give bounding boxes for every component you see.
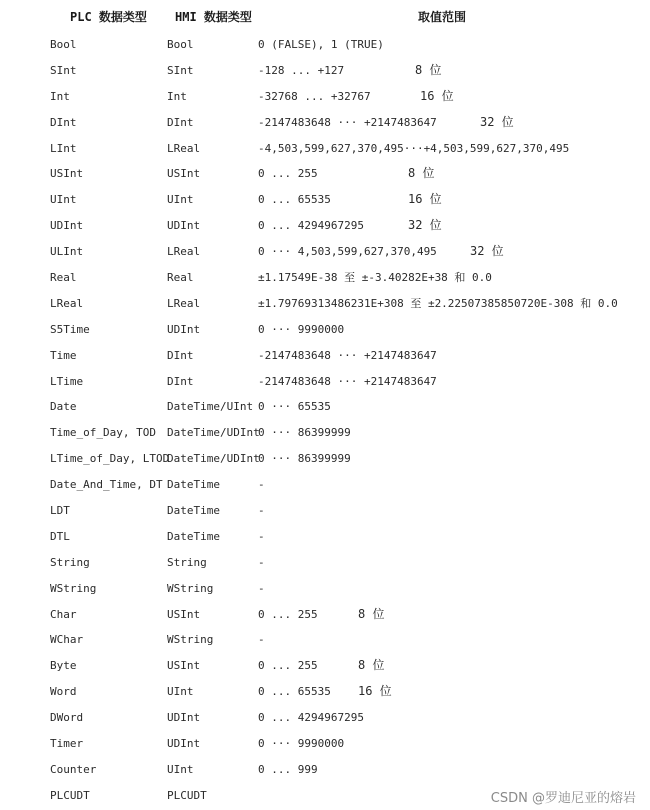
table-row: [0, 627, 650, 653]
hmi-type-cell: DateTime/UInt: [167, 400, 254, 414]
table-row: [0, 472, 650, 498]
plc-type-cell: Int: [50, 89, 70, 103]
table-row: [0, 679, 650, 705]
bit-width-cell: 8 位: [408, 166, 435, 181]
hmi-type-cell: DInt: [167, 374, 194, 388]
data-type-table: [0, 32, 650, 809]
hmi-type-cell: Real: [167, 271, 194, 285]
hmi-type-cell: DInt: [167, 348, 194, 362]
table-row: [0, 265, 650, 291]
plc-type-cell: WChar: [50, 633, 84, 647]
hmi-type-cell: SInt: [167, 63, 194, 77]
hmi-type-cell: UDInt: [167, 737, 201, 751]
hmi-type-cell: WString: [167, 633, 214, 647]
table-row: [0, 602, 650, 628]
table-row: [0, 576, 650, 602]
value-range-cell: -2147483648 ··· +2147483647: [258, 115, 437, 129]
bit-width-cell: 16 位: [408, 192, 442, 207]
hmi-type-cell: LReal: [167, 141, 201, 155]
table-row: [0, 420, 650, 446]
bit-width-cell: 16 位: [420, 88, 454, 103]
hmi-type-cell: UInt: [167, 193, 194, 207]
plc-type-cell: Counter: [50, 762, 97, 776]
table-header: [0, 8, 650, 28]
plc-type-cell: Word: [50, 685, 77, 699]
hmi-type-cell: String: [167, 555, 207, 569]
plc-type-cell: Time: [50, 348, 77, 362]
value-range-cell: 0 ··· 65535: [258, 400, 331, 414]
table-row: [0, 446, 650, 472]
plc-type-cell: Time_of_Day, TOD: [50, 426, 156, 440]
table-row: [0, 84, 650, 110]
hmi-type-cell: USInt: [167, 607, 201, 621]
plc-type-cell: LDT: [50, 504, 70, 518]
plc-type-cell: WString: [50, 581, 97, 595]
value-range-cell: -: [258, 529, 265, 543]
header-hmi-type: HMI 数据类型: [175, 10, 252, 24]
plc-type-cell: String: [50, 555, 90, 569]
value-range-cell: -32768 ... +32767: [258, 89, 371, 103]
table-row: [0, 110, 650, 136]
value-range-cell: 0 ... 255: [258, 167, 318, 181]
plc-type-cell: LReal: [50, 296, 84, 310]
bit-width-cell: 8 位: [358, 658, 385, 673]
hmi-type-cell: DInt: [167, 115, 194, 129]
hmi-type-cell: UInt: [167, 762, 194, 776]
table-row: [0, 343, 650, 369]
hmi-type-cell: Bool: [167, 38, 194, 51]
plc-type-cell: LTime: [50, 374, 84, 388]
watermark: CSDN @罗迪尼亚的熔岩: [490, 791, 636, 806]
plc-type-cell: Bool: [50, 38, 77, 51]
table-row: [0, 32, 650, 58]
hmi-type-cell: UDInt: [167, 322, 201, 336]
table-row: [0, 653, 650, 679]
value-range-cell: 0 (FALSE), 1 (TRUE): [258, 38, 384, 51]
table-row: [0, 524, 650, 550]
hmi-type-cell: UInt: [167, 685, 194, 699]
table-row: [0, 161, 650, 187]
plc-type-cell: UDInt: [50, 219, 84, 233]
value-range-cell: ±1.79769313486231E+308 至 ±2.22507385850720E-308 和 0.0: [258, 296, 618, 310]
plc-type-cell: S5Time: [50, 322, 90, 336]
plc-type-cell: DTL: [50, 529, 70, 543]
bit-width-cell: 32 位: [408, 218, 442, 233]
plc-type-cell: LTime_of_Day, LTOD: [50, 452, 170, 466]
plc-type-cell: Date_And_Time, DT: [50, 478, 163, 492]
table-row: [0, 394, 650, 420]
value-range-cell: 0 ... 255: [258, 607, 318, 621]
hmi-type-cell: USInt: [167, 167, 201, 181]
table-row: [0, 291, 650, 317]
hmi-type-cell: DateTime/UDInt: [167, 426, 260, 440]
plc-type-cell: ULInt: [50, 245, 84, 259]
value-range-cell: ±1.17549E-38 至 ±-3.40282E+38 和 0.0: [258, 271, 492, 285]
plc-type-cell: Byte: [50, 659, 77, 673]
hmi-type-cell: LReal: [167, 245, 201, 259]
bit-width-cell: 32 位: [480, 114, 514, 129]
value-range-cell: 0 ··· 9990000: [258, 737, 345, 751]
table-row: [0, 498, 650, 524]
value-range-cell: 0 ··· 9990000: [258, 322, 345, 336]
value-range-cell: -2147483648 ··· +2147483647: [258, 348, 437, 362]
table-row: [0, 239, 650, 265]
plc-type-cell: UInt: [50, 193, 77, 207]
bit-width-cell: 8 位: [358, 606, 385, 621]
table-row: [0, 317, 650, 343]
table-row: [0, 369, 650, 395]
plc-type-cell: DInt: [50, 115, 77, 129]
value-range-cell: -: [258, 478, 265, 492]
value-range-cell: 0 ... 65535: [258, 193, 331, 207]
bit-width-cell: 16 位: [358, 684, 392, 699]
value-range-cell: 0 ... 65535: [258, 685, 331, 699]
plc-type-cell: Timer: [50, 737, 84, 751]
plc-type-cell: USInt: [50, 167, 84, 181]
value-range-cell: 0 ··· 86399999: [258, 426, 351, 440]
bit-width-cell: 8 位: [415, 62, 442, 77]
value-range-cell: -: [258, 581, 265, 595]
value-range-cell: -: [258, 633, 265, 647]
hmi-type-cell: LReal: [167, 296, 201, 310]
table-row: [0, 705, 650, 731]
value-range-cell: 0 ··· 4,503,599,627,370,495: [258, 245, 437, 259]
hmi-type-cell: DateTime: [167, 478, 220, 492]
hmi-type-cell: UDInt: [167, 711, 201, 725]
table-row: [0, 550, 650, 576]
table-row: [0, 136, 650, 162]
value-range-cell: -4,503,599,627,370,495···+4,503,599,627,370,495: [258, 141, 570, 155]
value-range-cell: 0 ... 999: [258, 762, 318, 776]
hmi-type-cell: DateTime: [167, 504, 220, 518]
plc-type-cell: LInt: [50, 141, 77, 155]
table-row: [0, 213, 650, 239]
value-range-cell: -: [258, 504, 265, 518]
plc-type-cell: Real: [50, 271, 77, 285]
plc-type-cell: SInt: [50, 63, 77, 77]
table-row: [0, 731, 650, 757]
header-plc-type: PLC 数据类型: [70, 10, 147, 24]
plc-type-cell: DWord: [50, 711, 84, 725]
value-range-cell: 0 ··· 86399999: [258, 452, 351, 466]
hmi-type-cell: Int: [167, 89, 187, 103]
value-range-cell: 0 ... 255: [258, 659, 318, 673]
bit-width-cell: 32 位: [470, 244, 504, 259]
value-range-cell: 0 ... 4294967295: [258, 711, 364, 725]
hmi-type-cell: DateTime: [167, 529, 220, 543]
value-range-cell: -2147483648 ··· +2147483647: [258, 374, 437, 388]
plc-type-cell: Date: [50, 400, 77, 414]
value-range-cell: 0 ... 4294967295: [258, 219, 364, 233]
hmi-type-cell: DateTime/UDInt: [167, 452, 260, 466]
value-range-cell: -: [258, 555, 265, 569]
table-row: [0, 58, 650, 84]
table-row: [0, 187, 650, 213]
hmi-type-cell: USInt: [167, 659, 201, 673]
table-row: [0, 757, 650, 783]
hmi-type-cell: WString: [167, 581, 214, 595]
plc-type-cell: PLCUDT: [50, 788, 90, 802]
value-range-cell: -128 ... +127: [258, 63, 345, 77]
hmi-type-cell: UDInt: [167, 219, 201, 233]
plc-type-cell: Char: [50, 607, 77, 621]
header-value-range: 取值范围: [418, 10, 467, 24]
hmi-type-cell: PLCUDT: [167, 788, 207, 802]
